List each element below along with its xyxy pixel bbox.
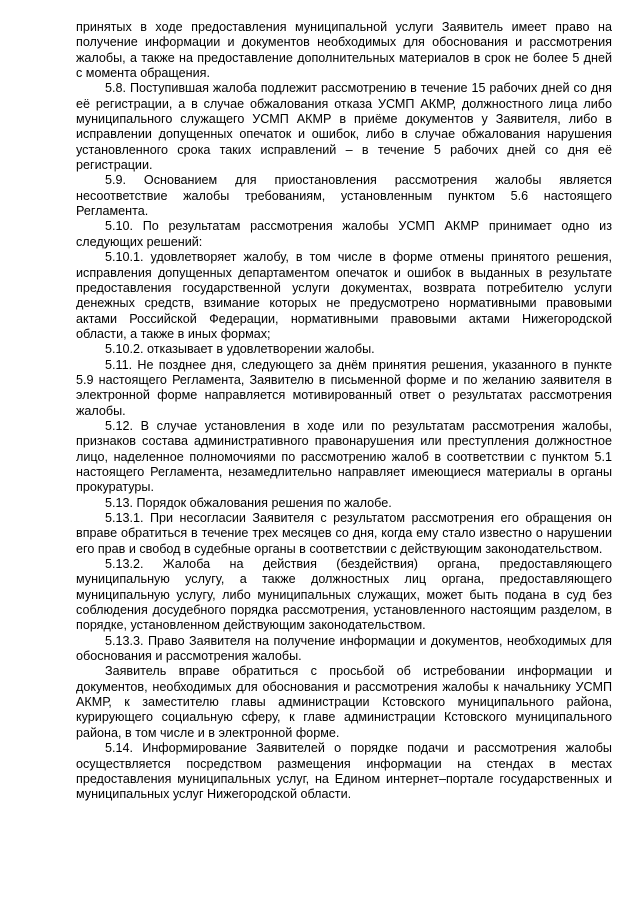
paragraph-5-14: 5.14. Информирование Заявителей о порядке подачи и рассмотрения жалобы осуществляется посредством размещения информации на стендах в местах предоставления муниципальных услуг, на Едином интернет–портале государственных и муниципальных услуг Нижегородской области. [76, 741, 612, 802]
paragraph-5-13-1: 5.13.1. При несогласии Заявителя с результатом рассмотрения его обращения он вправе обратиться в течение трех месяцев со дня, когда ему стало известно о нарушении его прав и свобод в судебные органы в соответствии с действующим законодательством. [76, 511, 612, 556]
paragraph-5-13-3: 5.13.3. Право Заявителя на получение информации и документов, необходимых для обоснования и рассмотрения жалобы. [76, 633, 612, 664]
paragraph-5-10: 5.10. По результатам рассмотрения жалобы УСМП АКМР принимает одно из следующих решений: [76, 219, 612, 249]
paragraph-5-11: 5.11. Не позднее дня, следующего за днём принятия решения, указанного в пункте 5.9 настоящего Регламента, Заявителю в письменной форме и по желанию заявителя в электронной форме направляется мотивированный ответ о результатах рассмотрения жалобы. [76, 357, 612, 418]
paragraph-5-10-1: 5.10.1. удовлетворяет жалобу, в том числе в форме отмены принятого решения, исправления допущенных департаментом опечаток и ошибок в выданных в результате предоставления государственной услуги документах, возврата потребителю услуги денежных средств, взимание которых не предусмотрено нормативными правовыми актами Российской Федерации, нормативными правовыми актами Нижегородской области, а также в иных формах; [76, 250, 612, 341]
paragraph-5-10-2: 5.10.2. отказывает в удовлетворении жалобы. [105, 342, 375, 357]
paragraph-continuation: принятых в ходе предоставления муниципальной услуги Заявитель имеет право на получение информации и документов необходимых для обоснования и рассмотрения жалобы, а также на предоставление дополнительных материалов в срок не более 5 дней с момента обращения. [76, 20, 612, 81]
paragraph-5-13: 5.13. Порядок обжалования решения по жалобе. [105, 495, 392, 510]
paragraph-5-12: 5.12. В случае установления в ходе или по результатам рассмотрения жалобы, признаков состава административного правонарушения или преступления должностное лицо, наделенное полномочиями по рассмотрению жалоб в соответствии с пунктом 5.1 настоящего Регламента, незамедлительно направляет имеющиеся материалы в органы прокуратуры. [76, 418, 612, 495]
paragraph-applicant-right: Заявитель вправе обратиться с просьбой об истребовании информации и документов, необходимых для обоснования и рассмотрения жалобы к начальнику УСМП АКМР, к заместителю главы администрации Кстовского муниципального района, курирующего социальную сферу, к главе администрации Кстовского муниципального района, в том числе и в электронной форме. [76, 664, 612, 740]
paragraph-5-8: 5.8. Поступившая жалоба подлежит рассмотрению в течение 15 рабочих дней со дня её регистрации, а в случае обжалования отказа УСМП АКМР, должностного лица либо муниципального служащего УСМП АКМР в приёме документов у Заявителя, либо в исправлении допущенных опечаток и ошибок, либо в случае обжалования нарушения установленного срока таких исправлений – в течение 5 рабочих дней со дня её регистрации. [76, 81, 612, 173]
document-body [76, 20, 612, 803]
paragraph-5-13-2: 5.13.2. Жалоба на действия (бездействия) органа, предоставляющего муниципальную услугу, а также должностных лиц органа, предоставляющего муниципальную услугу, либо муниципальных служащих, может быть подана в суд без соблюдения досудебного порядка рассмотрения, установленного настоящим разделом, в порядке, установленном действующим законодательством. [76, 557, 612, 633]
paragraph-5-9: 5.9. Основанием для приостановления рассмотрения жалобы является несоответствие жалобы требованиям, установленным пунктом 5.6 настоящего Регламента. [76, 173, 612, 219]
